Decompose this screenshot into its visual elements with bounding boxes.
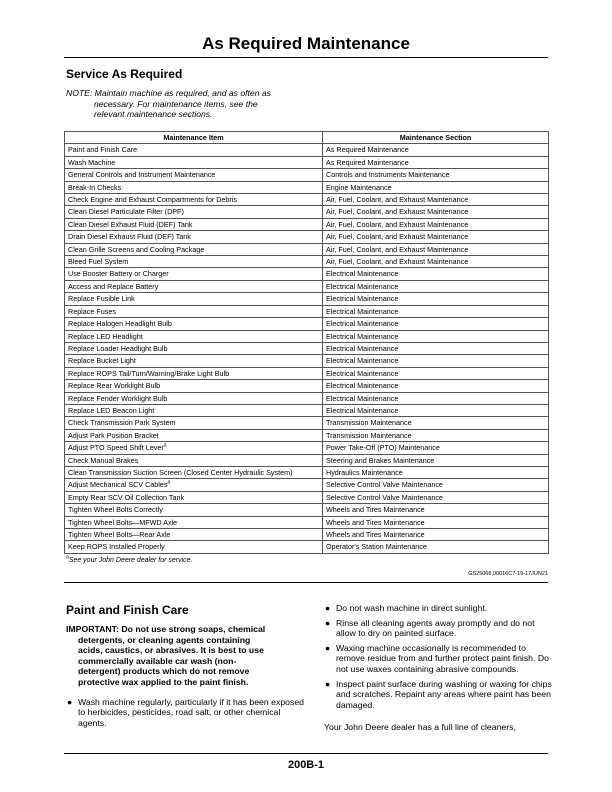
table-row: [65, 380, 549, 392]
cell-maintenance-item: [65, 156, 323, 168]
cell-maintenance-item: [65, 355, 323, 367]
cell-maintenance-section: Selective Control Valve Maintenance: [323, 479, 549, 491]
table-row: [65, 404, 549, 416]
page-number: 200B-1: [287, 759, 325, 771]
item-text: Clean Grille Screens and Cooling Package: [68, 244, 205, 254]
table-row: [65, 442, 549, 454]
cell-maintenance-item: [65, 367, 323, 379]
cell-maintenance-item: [65, 305, 323, 317]
bullet-icon: ●: [325, 642, 331, 653]
note-text-line2: necessary. For maintenance items, see the: [94, 98, 258, 109]
table-row: [65, 256, 549, 268]
table-row: [65, 268, 549, 280]
cell-maintenance-item: [65, 181, 323, 193]
cell-maintenance-item: [65, 206, 323, 218]
list-item: [324, 679, 554, 711]
bullet-text: Waxing machine occasionally is recommended to remove residue from and further protect paint finish. Do not use waxes containing abrasive compounds.: [336, 642, 549, 674]
page-title: As Required Maintenance: [202, 34, 410, 53]
item-text: Replace LED Beacon Light: [68, 405, 155, 415]
closing-paragraph: Your John Deere dealer has a full line of cleaners,: [324, 722, 516, 733]
cell-maintenance-item: [65, 466, 323, 478]
cell-maintenance-item: [65, 231, 323, 243]
cell-maintenance-section: As Required Maintenance: [323, 156, 549, 168]
cell-maintenance-section: Air, Fuel, Coolant, and Exhaust Maintenance: [323, 218, 549, 230]
item-text: Replace ROPS Tail/Turn/Warning/Brake Light Bulb: [68, 368, 230, 378]
cell-maintenance-section: Transmission Maintenance: [323, 417, 549, 429]
item-text: Check Engine and Exhaust Compartments for Debris: [68, 195, 237, 205]
cell-maintenance-item: [65, 256, 323, 268]
cell-maintenance-item: [65, 380, 323, 392]
cell-maintenance-section: Wheels and Tires Maintenance: [323, 516, 549, 528]
important-line3: acids, caustics, or abrasives. It is best to use: [78, 645, 264, 656]
item-text: Replace Bucket Light: [68, 356, 136, 366]
header-maintenance-section: Maintenance Section: [323, 132, 549, 144]
cell-maintenance-item: [65, 318, 323, 330]
title-divider: [64, 57, 548, 58]
footnote-reference: a: [163, 442, 167, 449]
item-text: Empty Rear SCV Oil Collection Tank: [68, 492, 185, 502]
table-row: [65, 479, 549, 491]
cell-maintenance-item: [65, 541, 323, 553]
header-maintenance-item: Maintenance Item: [65, 132, 323, 144]
cell-maintenance-section: Electrical Maintenance: [323, 280, 549, 292]
cell-maintenance-section: Wheels and Tires Maintenance: [323, 529, 549, 541]
table-row: [65, 342, 549, 354]
important-notice: [66, 624, 306, 688]
item-text: Paint and Finish Care: [68, 145, 138, 155]
item-text: Adjust PTO Speed Shift Lever: [68, 443, 164, 453]
cell-maintenance-section: Engine Maintenance: [323, 181, 549, 193]
cell-maintenance-section: Electrical Maintenance: [323, 330, 549, 342]
footnote-reference: a: [167, 479, 171, 486]
table-row: [65, 243, 549, 255]
cell-maintenance-section: Electrical Maintenance: [323, 293, 549, 305]
table-header-row: [65, 132, 549, 144]
list-item: [324, 603, 554, 614]
item-text: Adjust Park Position Bracket: [68, 430, 159, 440]
note-text-line1: Maintain machine as required, and as often as: [94, 88, 271, 98]
bullet-text: Rinse all cleaning agents away promptly and do not allow to dry on painted surface.: [336, 617, 535, 639]
table-row: [65, 529, 549, 541]
cell-maintenance-section: Operator's Station Maintenance: [323, 541, 549, 553]
cell-maintenance-section: Electrical Maintenance: [323, 392, 549, 404]
table-row: [65, 466, 549, 478]
table-row: [65, 454, 549, 466]
table-row: [65, 305, 549, 317]
table-row: [65, 156, 549, 168]
left-bullet-list: [66, 697, 306, 729]
cell-maintenance-item: [65, 504, 323, 516]
cell-maintenance-section: Power Take-Off (PTO) Maintenance: [323, 442, 549, 454]
cell-maintenance-item: [65, 516, 323, 528]
cell-maintenance-item: [65, 442, 323, 454]
table-row: [65, 231, 549, 243]
cell-maintenance-item: [65, 280, 323, 292]
table-row: [65, 417, 549, 429]
cell-maintenance-item: [65, 529, 323, 541]
table-row: [65, 181, 549, 193]
bullet-icon: ●: [325, 617, 331, 628]
item-text: Break-In Checks: [68, 182, 122, 192]
item-text: Replace Fender Worklight Bulb: [68, 393, 168, 403]
section-heading-service: Service As Required: [66, 67, 183, 81]
item-text: Check Transmission Park System: [68, 418, 176, 428]
item-text: Bleed Fuel System: [68, 257, 129, 267]
cell-maintenance-section: Electrical Maintenance: [323, 342, 549, 354]
cell-maintenance-item: [65, 491, 323, 503]
table-row: [65, 318, 549, 330]
cell-maintenance-section: Electrical Maintenance: [323, 380, 549, 392]
cell-maintenance-item: [65, 218, 323, 230]
table-row: [65, 144, 549, 156]
bullet-text: Do not wash machine in direct sunlight.: [336, 603, 488, 613]
footnote-text: See your John Deere dealer for service.: [68, 557, 193, 564]
table-row: [65, 491, 549, 503]
cell-maintenance-section: Transmission Maintenance: [323, 429, 549, 441]
table-row: [65, 293, 549, 305]
footer-divider: [64, 753, 548, 754]
table-body: [65, 144, 549, 553]
table-row: [65, 392, 549, 404]
cell-maintenance-section: Steering and Brakes Maintenance: [323, 454, 549, 466]
section-divider: [64, 582, 548, 583]
cell-maintenance-item: [65, 429, 323, 441]
important-line4: commercially available car wash (non-: [78, 655, 237, 666]
table-row: [65, 280, 549, 292]
note-block: [66, 88, 336, 120]
cell-maintenance-item: [65, 392, 323, 404]
item-text: Use Booster Battery or Charger: [68, 269, 169, 279]
table-row: [65, 516, 549, 528]
item-text: Check Manual Brakes: [68, 455, 139, 465]
maintenance-table: [64, 131, 549, 554]
cell-maintenance-section: Selective Control Valve Maintenance: [323, 491, 549, 503]
item-text: Adjust Mechanical SCV Cables: [68, 480, 168, 490]
bullet-icon: ●: [325, 678, 331, 689]
cell-maintenance-section: Electrical Maintenance: [323, 355, 549, 367]
cell-maintenance-item: [65, 169, 323, 181]
item-text: Replace Fusible Link: [68, 294, 135, 304]
item-text: Replace Fuses: [68, 306, 116, 316]
cell-maintenance-section: Electrical Maintenance: [323, 318, 549, 330]
cell-maintenance-section: Wheels and Tires Maintenance: [323, 504, 549, 516]
table-row: [65, 218, 549, 230]
cell-maintenance-section: Controls and Instruments Maintenance: [323, 169, 549, 181]
table-row: [65, 169, 549, 181]
item-text: Keep ROPS Installed Properly: [68, 542, 165, 552]
item-text: Tighten Wheel Bolts Correctly: [68, 505, 163, 515]
important-line1: IMPORTANT: Do not use strong soaps, chemical: [66, 624, 266, 634]
bullet-text: Wash machine regularly, particularly if it has been exposed to herbicides, pesticides, road salt, or other chemical agents.: [78, 696, 304, 728]
list-item: [66, 697, 306, 729]
cell-maintenance-section: Hydraulics Maintenance: [323, 466, 549, 478]
important-line2: detergents, or cleaning agents containing: [78, 634, 251, 645]
item-text: Replace Rear Worklight Bulb: [68, 381, 161, 391]
item-text: Replace Halogen Headlight Bulb: [68, 319, 172, 329]
note-text-line3: relevant maintenance sections.: [94, 109, 213, 119]
reference-code: GS25068,00016C7-19-17JUN21: [468, 571, 548, 577]
right-column: [324, 603, 554, 733]
cell-maintenance-section: Electrical Maintenance: [323, 268, 549, 280]
cell-maintenance-item: [65, 454, 323, 466]
cell-maintenance-section: Air, Fuel, Coolant, and Exhaust Maintenance: [323, 243, 549, 255]
table-row: [65, 355, 549, 367]
item-text: General Controls and Instrument Maintenance: [68, 170, 216, 180]
item-text: Clean Diesel Particulate Filter (DPF): [68, 207, 184, 217]
cell-maintenance-item: [65, 417, 323, 429]
cell-maintenance-item: [65, 268, 323, 280]
left-column: [66, 603, 306, 731]
item-text: Clean Transmission Suction Screen (Closed Center Hydraulic System): [68, 467, 293, 477]
item-text: Replace LED Headlight: [68, 331, 143, 341]
table-row: [65, 206, 549, 218]
bullet-text: Inspect paint surface during washing or waxing for chips and scratches. Repaint any areas where paint has been damaged.: [336, 678, 552, 710]
table-row: [65, 330, 549, 342]
list-item: [324, 643, 554, 675]
cell-maintenance-section: Electrical Maintenance: [323, 305, 549, 317]
cell-maintenance-item: [65, 330, 323, 342]
cell-maintenance-item: [65, 404, 323, 416]
item-text: Replace Loader Headlight Bulb: [68, 343, 168, 353]
cell-maintenance-section: Air, Fuel, Coolant, and Exhaust Maintenance: [323, 194, 549, 206]
cell-maintenance-item: [65, 342, 323, 354]
cell-maintenance-section: As Required Maintenance: [323, 144, 549, 156]
bullet-icon: ●: [67, 696, 73, 707]
cell-maintenance-section: Electrical Maintenance: [323, 404, 549, 416]
note-label: NOTE:: [66, 88, 93, 98]
cell-maintenance-item: [65, 243, 323, 255]
footnote-mark: a: [66, 554, 69, 561]
item-text: Clean Diesel Exhaust Fluid (DEF) Tank: [68, 219, 193, 229]
list-item: [324, 618, 554, 639]
important-line5: detergent) products which do not remove: [78, 666, 250, 677]
table-row: [65, 541, 549, 553]
cell-maintenance-section: Electrical Maintenance: [323, 367, 549, 379]
table-row: [65, 429, 549, 441]
item-text: Tighten Wheel Bolts—Rear Axle: [68, 530, 171, 539]
cell-maintenance-item: [65, 144, 323, 156]
right-bullet-list: [324, 603, 554, 710]
cell-maintenance-section: Air, Fuel, Coolant, and Exhaust Maintenance: [323, 206, 549, 218]
item-text: Tighten Wheel Bolts—MFWD Axle: [68, 517, 178, 527]
cell-maintenance-section: Air, Fuel, Coolant, and Exhaust Maintenance: [323, 231, 549, 243]
important-line6: protective wax applied to the paint finish.: [78, 676, 249, 687]
item-text: Drain Diesel Exhaust Fluid (DEF) Tank: [68, 232, 191, 242]
table-row: [65, 367, 549, 379]
item-text: Access and Replace Battery: [68, 281, 159, 291]
table-row: [65, 504, 549, 516]
cell-maintenance-item: [65, 194, 323, 206]
cell-maintenance-item: [65, 293, 323, 305]
item-text: Wash Machine: [68, 157, 116, 167]
table-row: [65, 194, 549, 206]
section-heading-paint: Paint and Finish Care: [66, 603, 189, 617]
cell-maintenance-section: Air, Fuel, Coolant, and Exhaust Maintenance: [323, 256, 549, 268]
cell-maintenance-item: [65, 479, 323, 491]
bullet-icon: ●: [325, 603, 331, 613]
table-footnote: [66, 554, 193, 564]
